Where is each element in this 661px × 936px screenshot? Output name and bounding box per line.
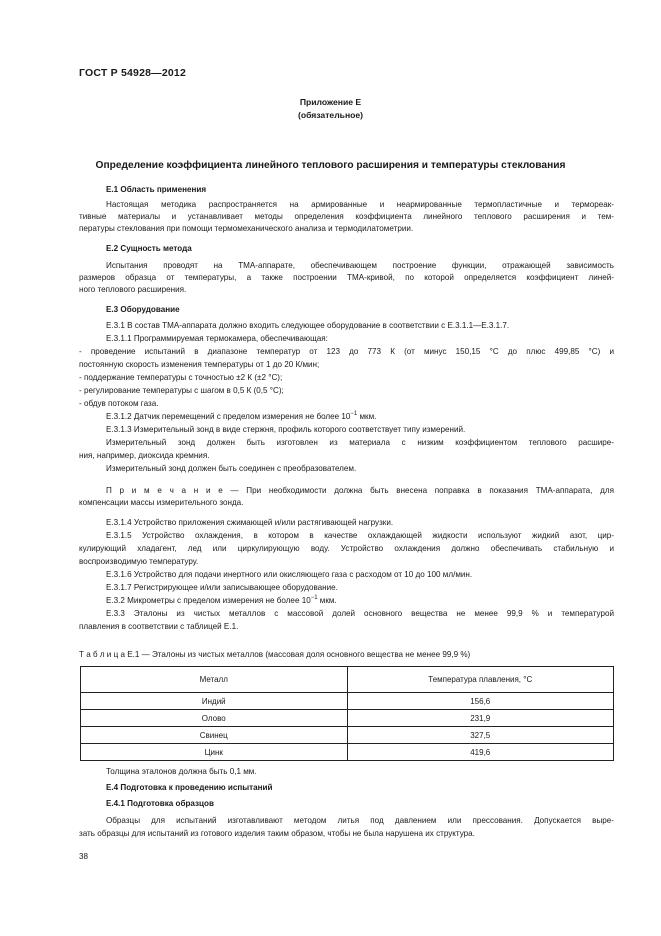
exponent: −1	[350, 411, 358, 417]
paragraph-line: Е.3.1.4 Устройство приложения сжимающей и/или растягивающей нагрузки.	[106, 518, 394, 527]
standard-number: ГОСТ Р 54928—2012	[79, 67, 187, 79]
paragraph-line: - регулирование температуры с шагом в 0,5 К (0,5 °С);	[79, 386, 284, 395]
paragraph-line: Е.3.1.2 Датчик перемещений с пределом измерения не более $10^{-1}$ мкм.	[106, 411, 377, 421]
paragraph-line: Измерительный зонд должен быть соединен с преобразователем.	[106, 464, 357, 473]
appendix-label: Приложение Е	[299, 97, 362, 107]
paragraph-line: ния, например, диоксида кремния.	[79, 451, 210, 460]
column-header-melting-point: Температура плавления, °С	[347, 667, 614, 693]
table-row	[81, 710, 614, 727]
paragraph-line: Е.3.2 Микрометры с пределом измерения не более $10^{-1}$ мкм.	[106, 595, 337, 605]
paragraph-line: кулирующий хладагент, лед или циркулирующую воду. Устройство охлаждения должно обеспечивать стабильную и	[79, 544, 614, 553]
paragraph-line: Е.3.1 В состав ТМА-аппарата должно входить следующее оборудование в соответствии с Е.3.1.1—Е.3.1.7.	[106, 321, 510, 330]
paragraph-line: Измерительный зонд должен быть изготовлен из материала с низким коэффициентом теплового расшире-	[106, 438, 614, 447]
paragraph-line: Е.3.1.1 Программируемая термокамера, обеспечивающая:	[106, 334, 328, 343]
paragraph-line: ного теплового расширения.	[79, 285, 187, 294]
cell-melting-point: 156,6	[347, 693, 614, 710]
paragraph-line: Испытания проводят на ТМА-аппарате, обеспечивающем построение функции, отражающей зависимость	[106, 261, 614, 270]
cell-metal: Свинец	[81, 727, 348, 744]
paragraph-line: Е.3.1.7 Регистрирующее и/или записывающее оборудование.	[106, 583, 338, 592]
paragraph-line: Е.3.1.3 Измерительный зонд в виде стержня, профиль которого соответствует типу измерений.	[106, 425, 466, 434]
paragraph-line: воспроизводимую температуру.	[79, 557, 199, 566]
cell-metal: Цинк	[81, 744, 348, 761]
cell-melting-point: 231,9	[347, 710, 614, 727]
paragraph-line: размеров образца от температуры, а также построении ТМА-кривой, по которой определяется коэффициент линей-	[79, 273, 614, 282]
cell-melting-point: 419,6	[347, 744, 614, 761]
paragraph-line: Образцы для испытаний изготавливают методом литья под давлением или прессования. Допускается выре-	[106, 816, 614, 825]
paragraph-line: - обдув потоком газа.	[79, 399, 159, 408]
appendix-title: Определение коэффициента линейного теплового расширения и температуры стеклования	[95, 160, 566, 171]
appendix-status: (обязательное)	[297, 110, 364, 120]
cell-melting-point: 327,5	[347, 727, 614, 744]
paragraph-line: зать образцы для испытаний из готового изделия таким образом, чтобы не была нарушена их структура.	[79, 829, 475, 838]
exponent: −1	[310, 595, 318, 601]
note-line: компенсации массы измерительного зонда.	[79, 498, 244, 507]
cell-metal: Олово	[81, 710, 348, 727]
paragraph-line: Е.3.1.6 Устройство для подачи инертного или окисляющего газа с расходом от 10 до 100 мл/мин.	[106, 570, 473, 579]
paragraph-line: - проведение испытаний в диапазоне температур от 123 до 773 К (от минус 150,15 °С до плюс 499,85 °С) и	[79, 347, 614, 356]
table-row	[81, 744, 614, 761]
section-heading-e2: Е.2 Сущность метода	[106, 244, 192, 253]
table-header-row	[81, 667, 614, 693]
paragraph-line: Е.3.3 Эталоны из чистых металлов с массовой долей основного вещества не менее 99,9 % и температурой	[106, 609, 614, 618]
table-caption: Т а б л и ц а Е.1 — Эталоны из чистых металлов (массовая доля основного вещества не менее 99,9 %)	[79, 650, 471, 659]
section-heading-e4: Е.4 Подготовка к проведению испытаний	[106, 783, 273, 792]
paragraph-line: плавления в соответствии с таблицей Е.1.	[79, 622, 239, 631]
paragraph-line: Е.3.1.5 Устройство охлаждения, в котором в качестве охлаждающей жидкости используют жидкий азот, цир-	[106, 531, 614, 540]
paragraph-line: постоянную скорость изменения температуры от 1 до 20 К/мин;	[79, 360, 320, 369]
subsection-heading-e41: Е.4.1 Подготовка образцов	[106, 799, 214, 808]
paragraph-line: - поддержание температуры с точностью ±2 К (±2 °С);	[79, 373, 283, 382]
column-header-metal: Металл	[81, 667, 348, 693]
paragraph-line: пературы стеклования при помощи термомеханического анализа и термодилатометрии.	[79, 224, 414, 233]
page-number: 38	[79, 852, 89, 861]
section-heading-e3: Е.3 Оборудование	[106, 305, 180, 314]
section-heading-e1: Е.1 Область применения	[106, 185, 207, 194]
paragraph-line: тивные материалы и устанавливает методы определения коэффициента линейного теплового расширения и тем-	[79, 212, 614, 221]
paragraph-line: Настоящая методика распространяется на армированные и неармированные термопластичные и термореак-	[106, 200, 614, 209]
metals-table	[80, 666, 614, 761]
cell-metal: Индий	[81, 693, 348, 710]
paragraph-line: Толщина эталонов должна быть 0,1 мм.	[106, 767, 257, 776]
table-row	[81, 693, 614, 710]
table-row	[81, 727, 614, 744]
note-line: П р и м е ч а н и е — При необходимости должна быть внесена поправка в показания ТМА-аппарата, для	[106, 486, 614, 495]
